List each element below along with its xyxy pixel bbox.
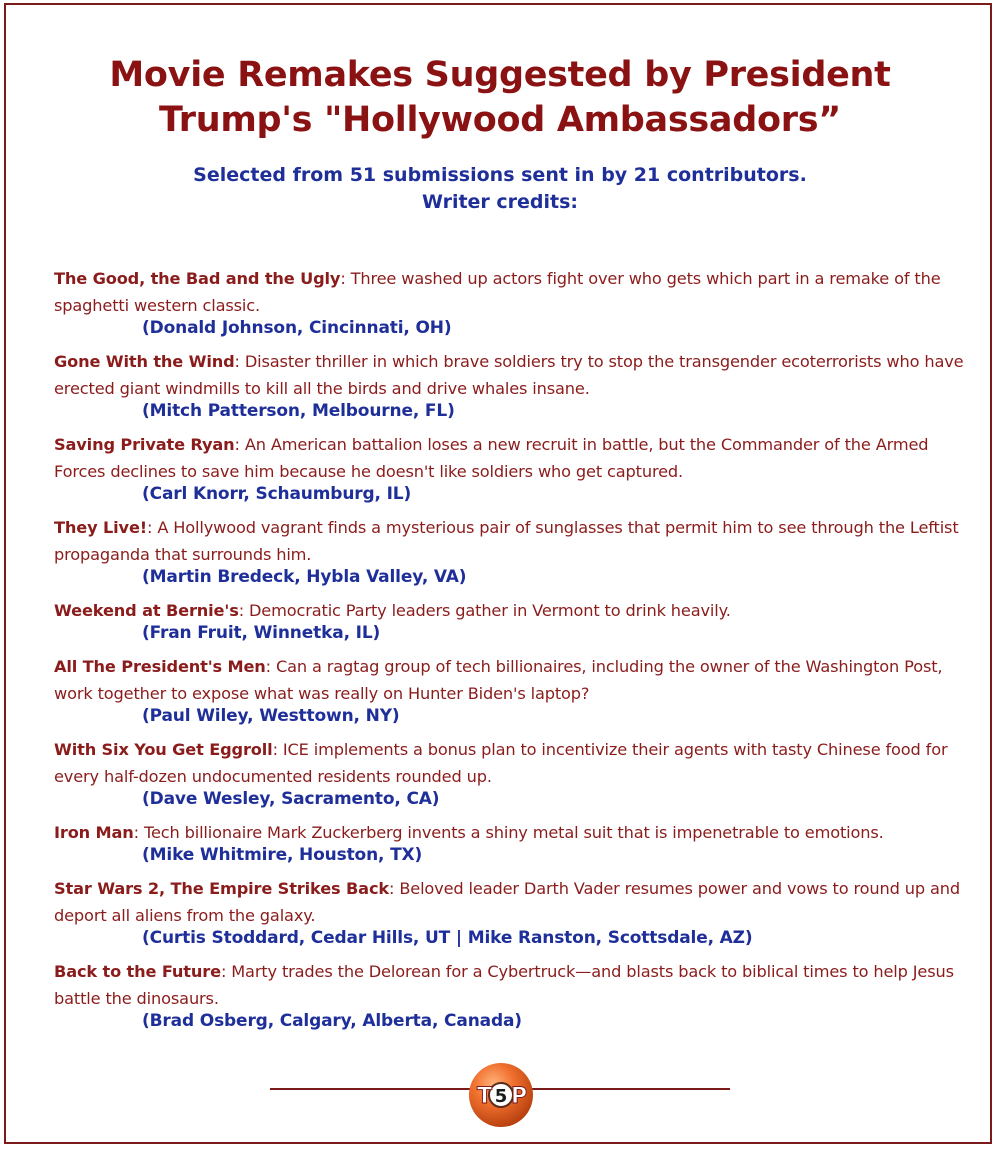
writer-credit: (Fran Fruit, Winnetka, IL): [142, 623, 381, 643]
list-item: [54, 653, 984, 728]
page-subtitle: [0, 162, 1000, 216]
subtitle-line-2: Writer credits:: [421, 191, 579, 213]
writer-credit: (Carl Knorr, Schaumburg, IL): [142, 484, 412, 504]
list-item: [54, 958, 984, 1033]
page-title: [0, 53, 1000, 143]
movie-title: All The President's Men: [54, 657, 266, 676]
top5-logo-icon: [467, 1061, 535, 1129]
movie-description: : ICE implements a bonus plan to incentivize their agents with tasty Chinese food for every half-dozen undocumented residents rounded up.: [54, 740, 948, 786]
footer-divider-left: [270, 1088, 470, 1090]
movie-title: Gone With the Wind: [54, 352, 235, 371]
movie-description: : Beloved leader Darth Vader resumes power and vows to round up and deport all aliens from the galaxy.: [54, 879, 960, 925]
writer-credit: (Donald Johnson, Cincinnati, OH): [142, 318, 452, 338]
list-item: [54, 348, 984, 423]
movie-title: Back to the Future: [54, 962, 221, 981]
footer-divider-right: [530, 1088, 730, 1090]
movie-description: : Can a ragtag group of tech billionaires, including the owner of the Washington Post, work together to expose what was really on Hunter Biden's laptop?: [54, 657, 943, 703]
title-line-2: Trump's "Hollywood Ambassadors”: [159, 100, 841, 140]
list-item: [54, 736, 984, 811]
movie-description: : An American battalion loses a new recruit in battle, but the Commander of the Armed Forces declines to save him because he doesn't like soldiers who get captured.: [54, 435, 929, 481]
writer-credit: (Curtis Stoddard, Cedar Hills, UT | Mike Ranston, Scottsdale, AZ): [142, 928, 753, 948]
list-item: [54, 597, 984, 645]
movie-title: They Live!: [54, 518, 148, 537]
movie-title: With Six You Get Eggroll: [54, 740, 273, 759]
list-item: [54, 265, 984, 340]
movie-title: Star Wars 2, The Empire Strikes Back: [54, 879, 390, 898]
movie-description: : Democratic Party leaders gather in Vermont to drink heavily.: [238, 601, 731, 620]
movie-title: The Good, the Bad and the Ugly: [54, 269, 341, 288]
movie-title: Iron Man: [54, 823, 134, 842]
movie-description: : Marty trades the Delorean for a Cybertruck—and blasts back to biblical times to help Jesus battle the dinosaurs.: [54, 962, 954, 1008]
writer-credit: (Mike Whitmire, Houston, TX): [142, 845, 423, 865]
writer-credit: (Paul Wiley, Westtown, NY): [142, 706, 400, 726]
list-item: [54, 514, 984, 589]
logo-letter-right: P: [511, 1084, 528, 1109]
logo-number: 5: [494, 1086, 508, 1107]
movie-description: : Disaster thriller in which brave soldiers try to stop the transgender ecoterrorists who have erected giant windmills to kill all the birds and drive whales insane.: [54, 352, 964, 398]
movie-description: : Tech billionaire Mark Zuckerberg invents a shiny metal suit that is impenetrable to emotions.: [133, 823, 884, 842]
writer-credit: (Dave Wesley, Sacramento, CA): [142, 789, 440, 809]
movie-description: : Three washed up actors fight over who gets which part in a remake of the spaghetti western classic.: [54, 269, 941, 315]
writer-credit: (Mitch Patterson, Melbourne, FL): [142, 401, 455, 421]
title-line-1: Movie Remakes Suggested by President: [109, 55, 891, 95]
movie-description: : A Hollywood vagrant finds a mysterious pair of sunglasses that permit him to see through the Leftist propaganda that surrounds him.: [54, 518, 959, 564]
logo-letter-left: T: [477, 1084, 493, 1109]
writer-credit: (Martin Bredeck, Hybla Valley, VA): [142, 567, 467, 587]
writer-credit: (Brad Osberg, Calgary, Alberta, Canada): [142, 1011, 522, 1031]
movie-title: Saving Private Ryan: [54, 435, 235, 454]
movie-title: Weekend at Bernie's: [54, 601, 239, 620]
entry-list: [54, 265, 984, 1041]
subtitle-line-1: Selected from 51 submissions sent in by 21 contributors.: [193, 164, 807, 186]
list-item: [54, 819, 984, 867]
list-item: [54, 431, 984, 506]
list-item: [54, 875, 984, 950]
